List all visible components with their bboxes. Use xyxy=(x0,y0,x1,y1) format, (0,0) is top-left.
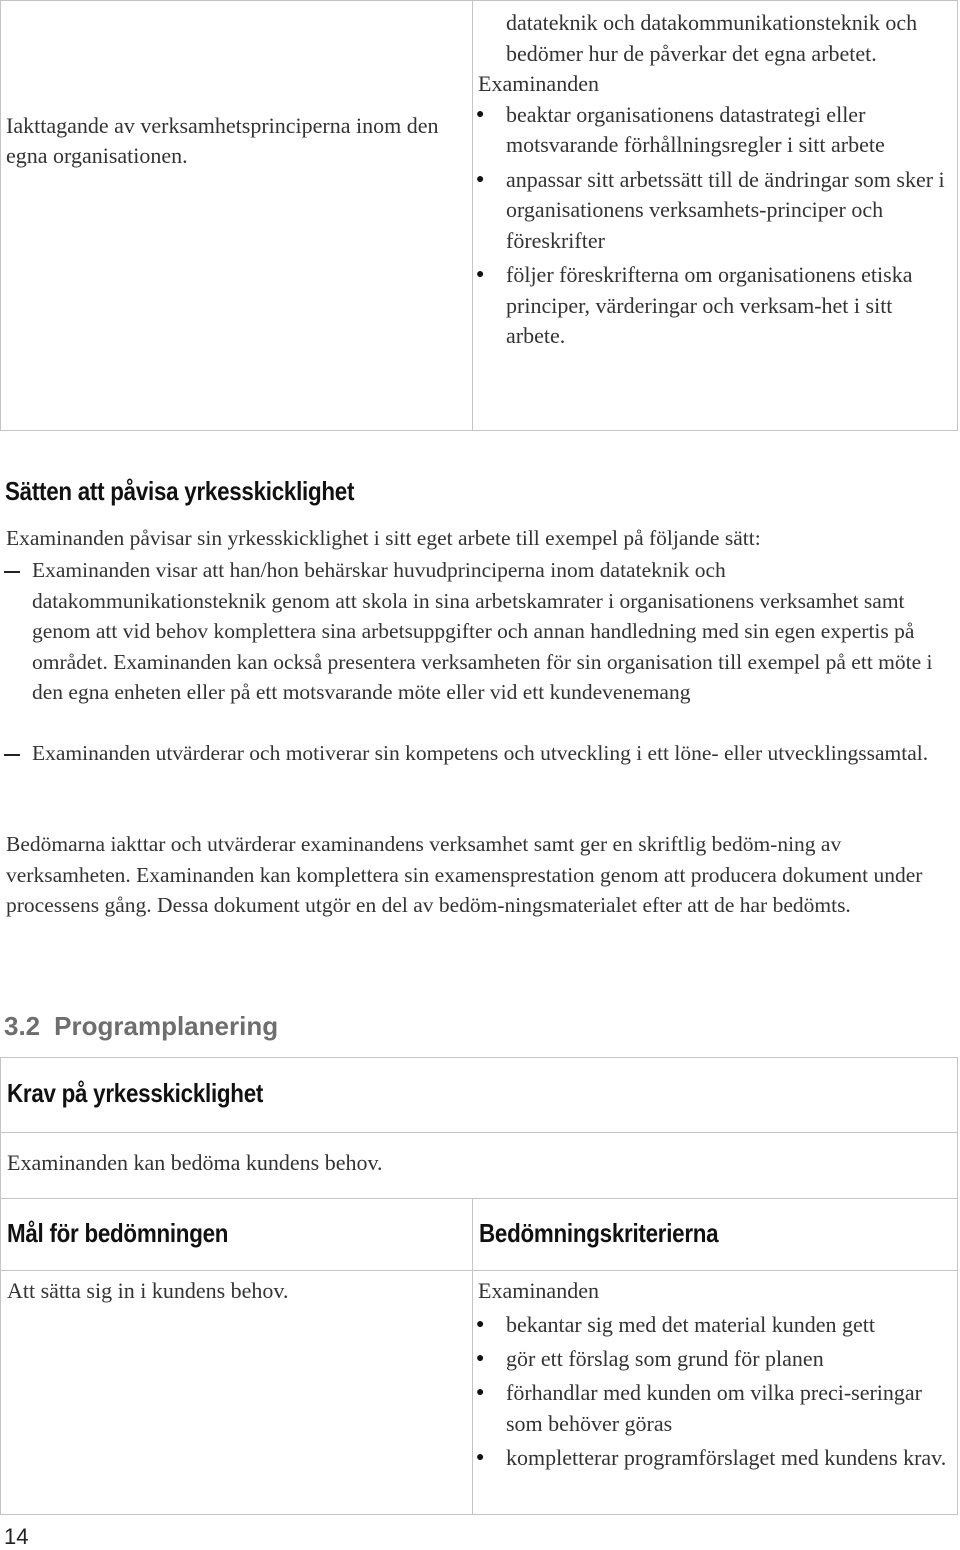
requirement-text: Examinanden kan bedöma kundens behov. xyxy=(7,1150,383,1175)
section-heading: Sätten att påvisa yrkesskicklighet xyxy=(5,476,355,506)
chapter-number: 3.2 xyxy=(4,1011,41,1041)
page-number: 14 xyxy=(4,1524,29,1549)
criteria-lead: Examinanden xyxy=(478,1278,599,1303)
dash-bullet-icon xyxy=(4,571,20,573)
dash-list-item: Examinanden utvärderar och motiverar sin kompetens och utveckling i ett löne- eller utvecklingssamtal. xyxy=(32,741,929,765)
criteria-bullet: ● bekantar sig med det material kunden gett xyxy=(506,1309,951,1340)
table-row-divider xyxy=(1,1270,957,1271)
criteria-column-heading: Bedömningskriterierna xyxy=(479,1218,719,1248)
section-intro: Examinanden påvisar sin yrkesskicklighet i sitt eget arbete till exempel på följande sätt: xyxy=(6,526,761,550)
criteria-cell xyxy=(478,1275,951,1476)
goal-column-heading: Mål för bedömningen xyxy=(7,1218,229,1248)
table-column-divider xyxy=(472,1,473,430)
criteria-bullet: ● gör ett förslag som grund för planen xyxy=(506,1343,951,1374)
table-row-divider xyxy=(1,1132,957,1133)
dash-list-item: Examinanden visar att han/hon behärskar huvudprinciperna inom datateknik och datakommunikationsteknik genom att skola in sina arbetskamrater i organisationens verksamhet samt genom att vid behov komplettera sina arbetsuppgifter och annan handledning med sin egen expertis på området. Examinanden kan också presentera verksamheten för sin organisation till exempel på ett möte i den egna enheten eller på ett motsvarande möte eller vid ett kundevenemang xyxy=(32,558,933,704)
criteria-bullet-list xyxy=(506,100,946,352)
criteria-bullet: ● kompletterar programförslaget med kundens krav. xyxy=(506,1442,951,1473)
goal-text: Att sätta sig in i kundens behov. xyxy=(7,1278,289,1303)
dash-bullet-icon xyxy=(4,754,20,756)
criteria-lead: Examinanden xyxy=(478,71,599,96)
chapter-title: Programplanering xyxy=(54,1011,279,1041)
assessment-paragraph: Bedömarna iakttar och utvärderar examinandens verksamhet samt ger en skriftlig bedöm-ning av verksamheten. Examinanden kan komplettera sin examensprestation genom att producera dokument under processens gång. Dessa dokument utgör en del av bedöm-ningsmaterialet efter att de har bedömts. xyxy=(6,832,923,917)
requirement-heading: Krav på yrkesskicklighet xyxy=(7,1078,264,1108)
assessment-criteria-cell xyxy=(478,8,946,352)
criteria-continuation-text: datateknik och datakommunikationsteknik och bedömer hur de påverkar det egna arbetet. xyxy=(506,10,918,66)
table-column-divider xyxy=(472,1198,473,1514)
table-row-divider xyxy=(1,1198,957,1199)
criteria-bullet: ● förhandlar med kunden om vilka preci-seringar som behöver göras xyxy=(506,1377,951,1439)
criteria-bullet: ● följer föreskrifterna om organisationens etiska principer, värderingar och verksam-het i sitt arbete. xyxy=(506,260,946,352)
criteria-bullet: ● beaktar organisationens datastrategi eller motsvarande förhållningsregler i sitt arbete xyxy=(506,100,946,161)
assessment-goal-cell: Iakttagande av verksamhetsprinciperna inom den egna organisationen. xyxy=(6,113,439,168)
criteria-bullet: ● anpassar sitt arbetssätt till de ändringar som sker i organisationens verksamhets-principer och föreskrifter xyxy=(506,165,946,257)
criteria-bullet-list xyxy=(506,1309,951,1473)
chapter-heading xyxy=(4,1011,278,1042)
